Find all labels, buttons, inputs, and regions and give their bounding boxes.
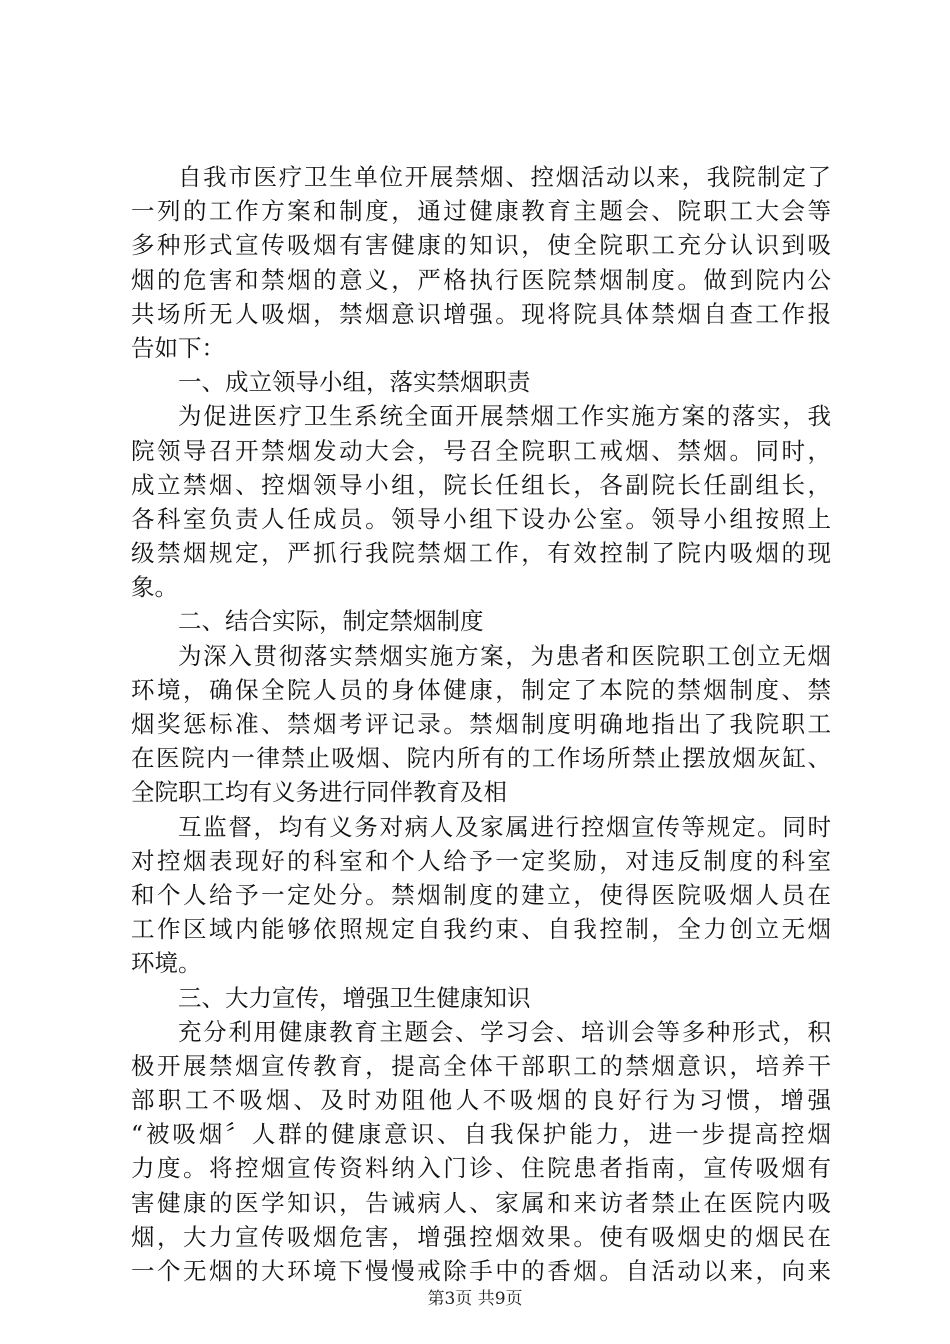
text-line: 成立禁烟、控烟领导小组，院长任组长，各副院长任副组长， bbox=[131, 470, 831, 499]
text-line: 为深入贯彻落实禁烟实施方案，为患者和医院职工创立无烟 bbox=[178, 641, 831, 670]
text-line: 一个无烟的大环境下慢慢戒除手中的香烟。自活动以来，向来 bbox=[131, 1257, 831, 1285]
document-body bbox=[131, 160, 831, 1288]
text-line: “被吸烟〞人群的健康意识、自我保护能力，进一步提高控烟 bbox=[131, 1120, 831, 1149]
text-line: 多种形式宣传吸烟有害健康的知识，使全院职工充分认识到吸 bbox=[131, 231, 831, 260]
text-line: 告如下： bbox=[131, 333, 225, 362]
text-line: 一、成立领导小组，落实禁烟职责 bbox=[178, 368, 531, 397]
text-line: 二、结合实际，制定禁烟制度 bbox=[178, 607, 484, 636]
text-line: 各科室负责人任成员。领导小组下设办公室。领导小组按照上 bbox=[131, 504, 831, 533]
text-line: 环境。 bbox=[131, 949, 202, 978]
text-line: 互监督，均有义务对病人及家属进行控烟宣传等规定。同时 bbox=[178, 812, 831, 841]
page-footer: 第3页 共9页 bbox=[427, 1289, 523, 1309]
text-line: 为促进医疗卫生系统全面开展禁烟工作实施方案的落实，我 bbox=[178, 402, 831, 431]
text-line: 烟，大力宣传吸烟危害，增强控烟效果。使有吸烟史的烟民在 bbox=[131, 1222, 831, 1251]
text-line: 烟的危害和禁烟的意义，严格执行医院禁烟制度。做到院内公 bbox=[131, 265, 831, 294]
text-line: 院领导召开禁烟发动大会，号召全院职工戒烟、禁烟。同时， bbox=[131, 436, 831, 465]
text-line: 共场所无人吸烟，禁烟意识增强。现将院具体禁烟自查工作报 bbox=[131, 299, 831, 328]
text-line: 力度。将控烟宣传资料纳入门诊、住院患者指南，宣传吸烟有 bbox=[131, 1154, 831, 1183]
text-line: 极开展禁烟宣传教育，提高全体干部职工的禁烟意识，培养干 bbox=[131, 1051, 831, 1080]
text-line: 级禁烟规定，严抓行我院禁烟工作，有效控制了院内吸烟的现 bbox=[131, 539, 831, 568]
text-line: 和个人给予一定处分。禁烟制度的建立，使得医院吸烟人员在 bbox=[131, 880, 831, 909]
text-line: 三、大力宣传，增强卫生健康知识 bbox=[178, 983, 531, 1012]
text-line: 一列的工作方案和制度，通过健康教育主题会、院职工大会等 bbox=[131, 197, 831, 226]
text-line: 充分利用健康教育主题会、学习会、培训会等多种形式，积 bbox=[178, 1017, 831, 1046]
text-line: 工作区域内能够依照规定自我约束、自我控制，全力创立无烟 bbox=[131, 915, 831, 944]
text-line: 环境，确保全院人员的身体健康，制定了本院的禁烟制度、禁 bbox=[131, 675, 831, 704]
text-line: 全院职工均有义务进行同伴教育及相 bbox=[131, 778, 507, 807]
text-line: 烟奖惩标准、禁烟考评记录。禁烟制度明确地指出了我院职工 bbox=[131, 710, 831, 738]
text-line: 象。 bbox=[131, 573, 178, 602]
text-line: 对控烟表现好的科室和个人给予一定奖励，对违反制度的科室 bbox=[131, 846, 831, 875]
text-line: 害健康的医学知识，告诫病人、家属和来访者禁止在医院内吸 bbox=[131, 1188, 831, 1217]
text-line: 在医院内一律禁止吸烟、院内所有的工作场所禁止摆放烟灰缸、 bbox=[131, 744, 831, 773]
text-line: 自我市医疗卫生单位开展禁烟、控烟活动以来，我院制定了 bbox=[178, 163, 831, 191]
text-line: 部职工不吸烟、及时劝阻他人不吸烟的良好行为习惯，增强 bbox=[131, 1086, 831, 1115]
